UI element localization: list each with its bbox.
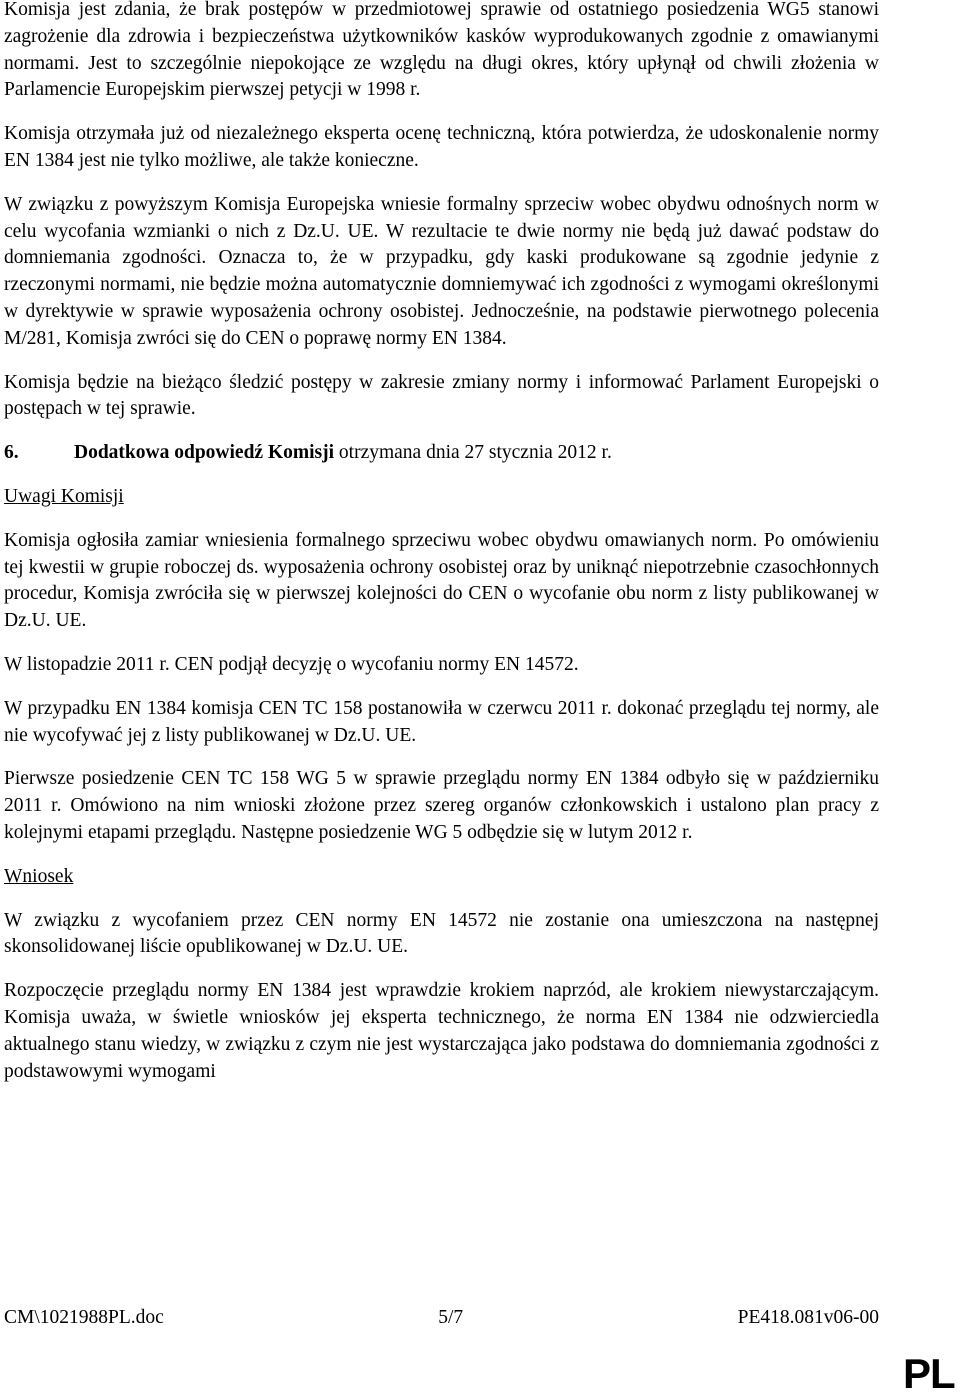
section-heading <box>4 440 879 467</box>
footer-reference: PE418.081v06-00 <box>737 1307 879 1328</box>
section-number: 6. <box>4 442 19 464</box>
footer-filename: CM\1021988PL.doc <box>4 1307 164 1328</box>
page-footer <box>4 1305 879 1331</box>
paragraph: W listopadzie 2011 r. CEN podjął decyzję o wycofaniu normy EN 14572. <box>4 653 579 675</box>
section-title-bold: Dodatkowa odpowiedź Komisji <box>74 442 335 464</box>
paragraph: Komisja będzie na bieżąco śledzić postępy w zakresie zmiany normy i informować Parlament Europejski o postępach w tej sprawie. <box>4 371 879 420</box>
footer-page-number: 5/7 <box>438 1307 464 1328</box>
paragraph: Pierwsze posiedzenie CEN TC 158 WG 5 w sprawie przeglądu normy EN 1384 odbyło się w październiku 2011 r. Omówiono na nim wnioski złożone przez szereg organów członkowskich i ustalono plan pracy z kolejnymi etapami przeglądu. Następne posiedzenie WG 5 odbędzie się w lutym 2012 r. <box>4 768 879 843</box>
section-title-rest: otrzymana dnia 27 stycznia 2012 r. <box>334 442 612 464</box>
language-tag: PL <box>903 1350 955 1397</box>
paragraph: Komisja jest zdania, że brak postępów w przedmiotowej sprawie od ostatniego posiedzenia WG5 stanowi zagrożenie dla zdrowia i bezpieczeństwa użytkowników kasków wyprodukowanych zgodnie z omawianymi normami. Jest to szczególnie niepokojące ze względu na długi okres, który upłynął od chwili złożenia w Parlamencie Europejskim pierwszej petycji w 1998 r. <box>4 0 879 101</box>
document-body <box>4 0 879 1102</box>
subheading-remarks: Uwagi Komisji <box>4 485 124 507</box>
paragraph: W przypadku EN 1384 komisja CEN TC 158 postanowiła w czerwcu 2011 r. dokonać przeglądu tej normy, ale nie wycofywać jej z listy publikowanej w Dz.U. UE. <box>4 697 879 746</box>
paragraph: Komisja otrzymała już od niezależnego eksperta ocenę techniczną, która potwierdza, że udoskonalenie normy EN 1384 jest nie tylko możliwe, ale także konieczne. <box>4 123 879 171</box>
paragraph: Rozpoczęcie przeglądu normy EN 1384 jest wprawdzie krokiem naprzód, ale krokiem niewystarczającym. Komisja uważa, w świetle wniosków jej eksperta technicznego, że norma EN 1384 nie odzwierciedla aktualnego stanu wiedzy, w związku z czym nie jest wystarczająca jako podstawa do domniemania zgodności z podstawowymi wymogami <box>4 980 879 1082</box>
paragraph: W związku z wycofaniem przez CEN normy EN 14572 nie zostanie ona umieszczona na następnej skonsolidowanej liście opublikowanej w Dz.U. UE. <box>4 909 879 958</box>
paragraph: Komisja ogłosiła zamiar wniesienia formalnego sprzeciwu wobec obydwu omawianych norm. Po omówieniu tej kwestii w grupie roboczej ds. wyposażenia ochrony osobistej oraz by uniknąć niepotrzebnie czasochłonnych procedur, Komisja zwróciła się w pierwszej kolejności do CEN o wycofanie obu norm z listy publikowanej w Dz.U. UE. <box>4 529 879 632</box>
paragraph: W związku z powyższym Komisja Europejska wniesie formalny sprzeciw wobec obydwu odnośnych norm w celu wycofania wzmianki o nich z Dz.U. UE. W rezultacie te dwie normy nie będą już dawać podstaw do domniemania zgodności. Oznacza to, że w przypadku, gdy kaski produkowane są zgodnie jedynie z rzeczonymi normami, nie będzie można automatycznie domniemywać ich zgodności z wymogami określonymi w dyrektywie w sprawie wyposażenia ochrony osobistej. Jednocześnie, na podstawie pierwotnego polecenia M/281, Komisja zwróci się do CEN o poprawę normy EN 1384. <box>4 193 879 349</box>
subheading-conclusion: Wniosek <box>4 865 74 887</box>
